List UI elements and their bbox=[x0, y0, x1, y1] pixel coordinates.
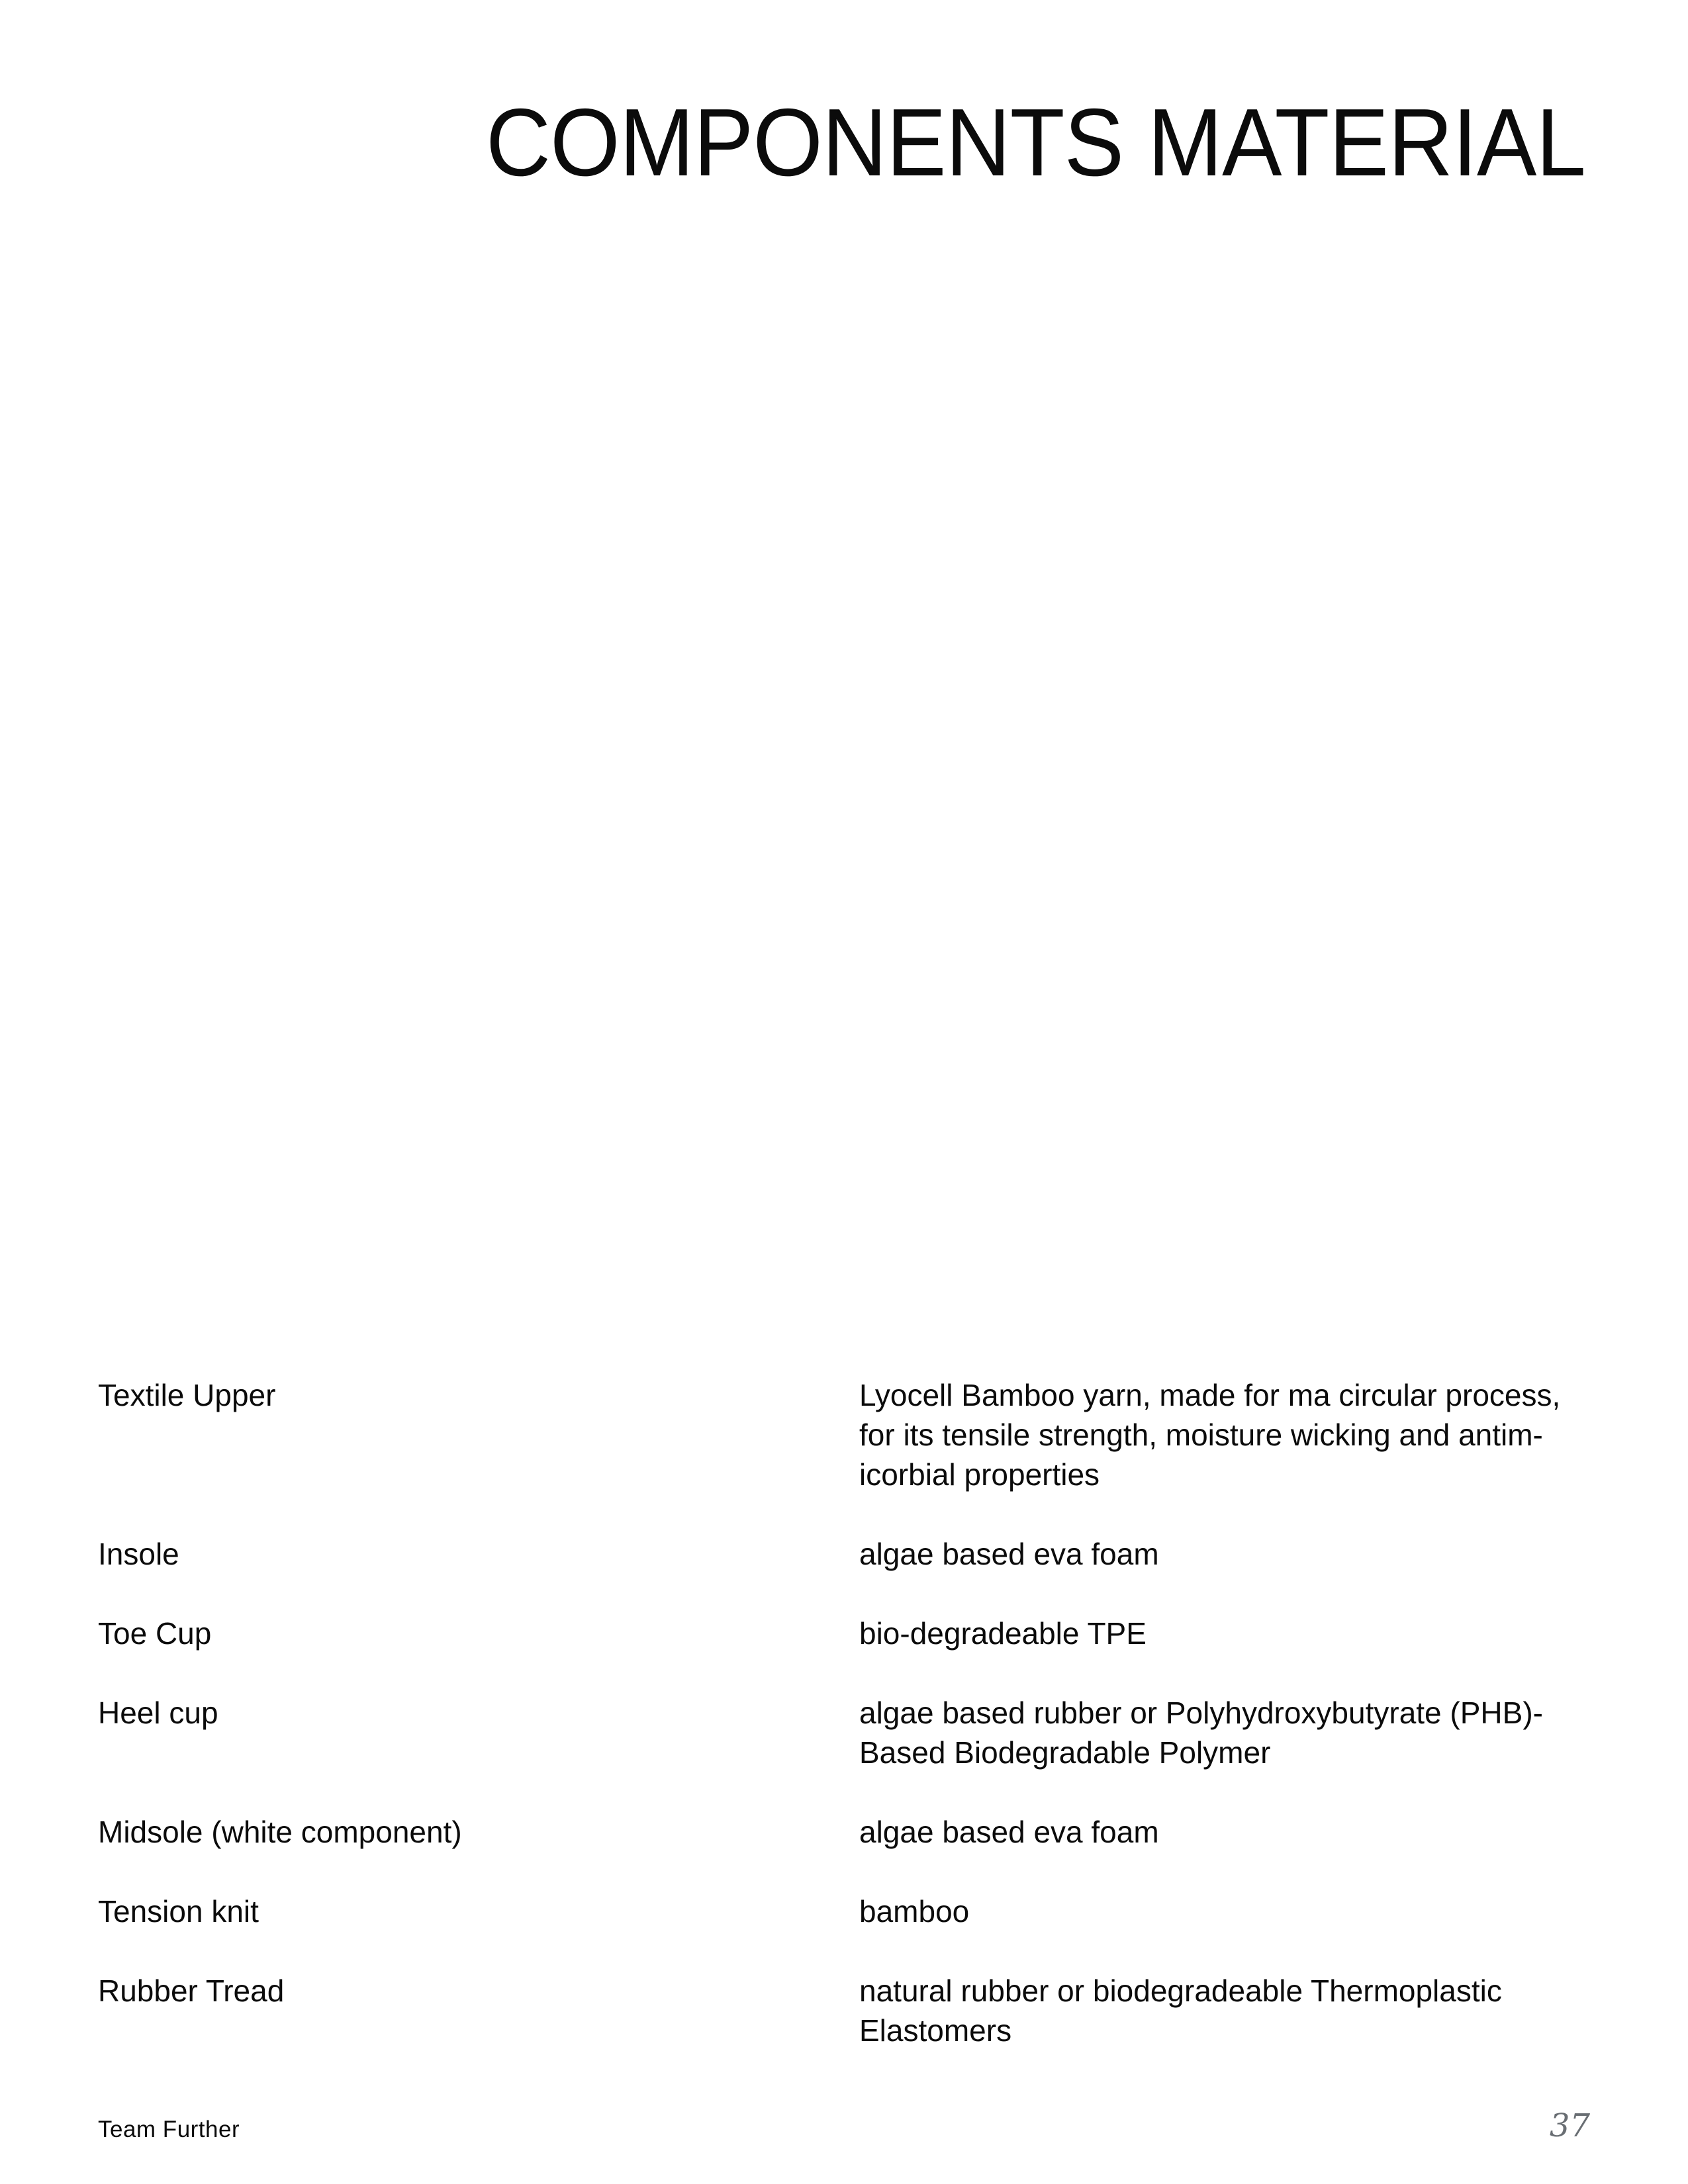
material-value bbox=[859, 1614, 1620, 1653]
component-label: Heel cup bbox=[98, 1696, 218, 1730]
material-value-line: bio-degradeable TPE bbox=[859, 1616, 1147, 1651]
material-value-line: Lyocell Bamboo yarn, made for ma circular process, bbox=[859, 1378, 1561, 1412]
material-value-line: algae based rubber or Polyhydroxybutyrate (PHB)- bbox=[859, 1696, 1543, 1730]
material-value-line: natural rubber or biodegradeable Thermoplastic bbox=[859, 1974, 1502, 2008]
material-value-line: for its tensile strength, moisture wicking and antim- bbox=[859, 1418, 1543, 1452]
table-row bbox=[98, 1971, 1620, 2050]
material-value bbox=[859, 1693, 1620, 1772]
page-number: 37 bbox=[1549, 2107, 1590, 2144]
page-title-container bbox=[486, 73, 1611, 212]
material-value-line: Elastomers bbox=[859, 2013, 1012, 2048]
material-value bbox=[859, 1891, 1620, 1931]
table-row bbox=[98, 1614, 1620, 1653]
material-value-line: bamboo bbox=[859, 1894, 970, 1929]
component-label: Midsole (white component) bbox=[98, 1815, 462, 1849]
component-label: Textile Upper bbox=[98, 1378, 276, 1412]
table-row bbox=[98, 1812, 1620, 1852]
material-value-line: icorbial properties bbox=[859, 1457, 1100, 1492]
table-row bbox=[98, 1693, 1620, 1772]
material-value-line: algae based eva foam bbox=[859, 1537, 1159, 1571]
table-row bbox=[98, 1891, 1620, 1931]
material-value bbox=[859, 1375, 1620, 1494]
components-material-table bbox=[98, 1375, 1620, 2090]
page-title: COMPONENTS MATERIAL bbox=[486, 89, 1585, 196]
material-value-line: algae based eva foam bbox=[859, 1815, 1159, 1849]
component-label: Toe Cup bbox=[98, 1616, 212, 1651]
component-label: Rubber Tread bbox=[98, 1974, 285, 2008]
component-label: Tension knit bbox=[98, 1894, 259, 1929]
material-value bbox=[859, 1812, 1620, 1852]
footer-team-name: Team Further bbox=[98, 2116, 240, 2142]
table-row bbox=[98, 1375, 1620, 1494]
material-value bbox=[859, 1534, 1620, 1574]
material-value bbox=[859, 1971, 1620, 2050]
material-value-line: Based Biodegradable Polymer bbox=[859, 1735, 1271, 1770]
table-row bbox=[98, 1534, 1620, 1574]
component-label: Insole bbox=[98, 1537, 179, 1571]
